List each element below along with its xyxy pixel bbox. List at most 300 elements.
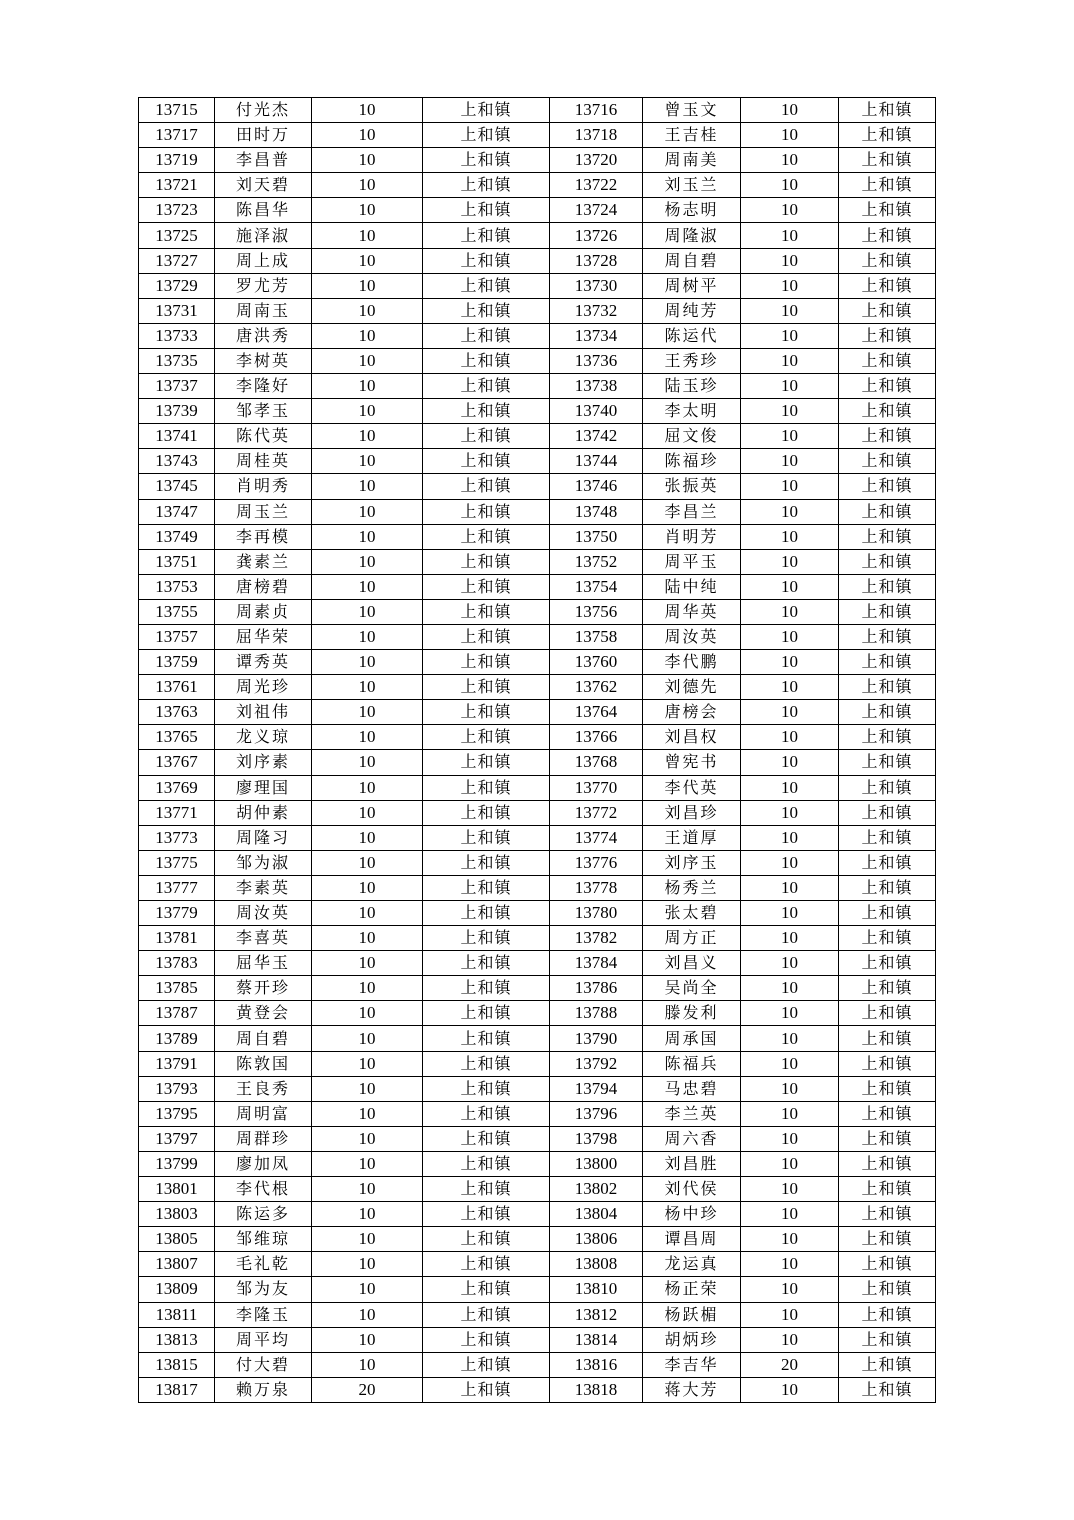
left-id-cell: 13755 <box>139 599 215 624</box>
left-amount-cell: 10 <box>312 901 423 926</box>
left-name-cell: 周汝英 <box>215 901 312 926</box>
right-amount-cell: 10 <box>741 1227 839 1252</box>
right-name-cell: 陈运代 <box>643 323 741 348</box>
right-amount-cell: 10 <box>741 1126 839 1151</box>
left-name-cell: 唐榜碧 <box>215 574 312 599</box>
left-amount-cell: 10 <box>312 1076 423 1101</box>
left-id-cell: 13715 <box>139 98 215 123</box>
right-town-cell: 上和镇 <box>839 1377 936 1402</box>
left-name-cell: 周平均 <box>215 1327 312 1352</box>
left-amount-cell: 10 <box>312 1202 423 1227</box>
left-id-cell: 13805 <box>139 1227 215 1252</box>
left-name-cell: 赖万泉 <box>215 1377 312 1402</box>
right-id-cell: 13780 <box>550 901 643 926</box>
left-town-cell: 上和镇 <box>423 1026 550 1051</box>
right-id-cell: 13750 <box>550 524 643 549</box>
right-amount-cell: 10 <box>741 1252 839 1277</box>
left-town-cell: 上和镇 <box>423 198 550 223</box>
right-id-cell: 13754 <box>550 574 643 599</box>
left-name-cell: 谭秀英 <box>215 650 312 675</box>
right-amount-cell: 10 <box>741 323 839 348</box>
right-town-cell: 上和镇 <box>839 1277 936 1302</box>
left-amount-cell: 10 <box>312 1126 423 1151</box>
right-name-cell: 周承国 <box>643 1026 741 1051</box>
roster-table <box>138 97 936 1403</box>
right-town-cell: 上和镇 <box>839 976 936 1001</box>
right-id-cell: 13804 <box>550 1202 643 1227</box>
right-id-cell: 13716 <box>550 98 643 123</box>
left-town-cell: 上和镇 <box>423 1101 550 1126</box>
left-town-cell: 上和镇 <box>423 1302 550 1327</box>
table-row <box>139 750 936 775</box>
left-town-cell: 上和镇 <box>423 750 550 775</box>
right-town-cell: 上和镇 <box>839 901 936 926</box>
left-name-cell: 毛礼乾 <box>215 1252 312 1277</box>
right-town-cell: 上和镇 <box>839 248 936 273</box>
left-id-cell: 13745 <box>139 474 215 499</box>
left-name-cell: 陈代英 <box>215 424 312 449</box>
left-id-cell: 13731 <box>139 298 215 323</box>
left-id-cell: 13791 <box>139 1051 215 1076</box>
right-amount-cell: 10 <box>741 775 839 800</box>
right-name-cell: 杨秀兰 <box>643 875 741 900</box>
table-row <box>139 499 936 524</box>
right-amount-cell: 20 <box>741 1352 839 1377</box>
table-row <box>139 1277 936 1302</box>
left-town-cell: 上和镇 <box>423 98 550 123</box>
left-town-cell: 上和镇 <box>423 1377 550 1402</box>
right-id-cell: 13776 <box>550 850 643 875</box>
left-town-cell: 上和镇 <box>423 700 550 725</box>
left-amount-cell: 10 <box>312 449 423 474</box>
right-name-cell: 杨志明 <box>643 198 741 223</box>
left-town-cell: 上和镇 <box>423 800 550 825</box>
left-amount-cell: 10 <box>312 1277 423 1302</box>
table-row <box>139 1227 936 1252</box>
left-name-cell: 龙义琼 <box>215 725 312 750</box>
table-row <box>139 1151 936 1176</box>
right-id-cell: 13778 <box>550 875 643 900</box>
right-town-cell: 上和镇 <box>839 1252 936 1277</box>
table-row <box>139 1202 936 1227</box>
right-town-cell: 上和镇 <box>839 499 936 524</box>
left-town-cell: 上和镇 <box>423 951 550 976</box>
right-amount-cell: 10 <box>741 675 839 700</box>
right-id-cell: 13784 <box>550 951 643 976</box>
left-id-cell: 13725 <box>139 223 215 248</box>
left-amount-cell: 10 <box>312 323 423 348</box>
right-name-cell: 屈文俊 <box>643 424 741 449</box>
table-row <box>139 549 936 574</box>
left-id-cell: 13757 <box>139 624 215 649</box>
left-town-cell: 上和镇 <box>423 1352 550 1377</box>
right-amount-cell: 10 <box>741 725 839 750</box>
left-name-cell: 李隆玉 <box>215 1302 312 1327</box>
left-name-cell: 屈华荣 <box>215 624 312 649</box>
left-id-cell: 13723 <box>139 198 215 223</box>
left-town-cell: 上和镇 <box>423 926 550 951</box>
right-id-cell: 13800 <box>550 1151 643 1176</box>
right-name-cell: 吴尚全 <box>643 976 741 1001</box>
right-amount-cell: 10 <box>741 524 839 549</box>
right-amount-cell: 10 <box>741 399 839 424</box>
left-id-cell: 13769 <box>139 775 215 800</box>
table-row <box>139 298 936 323</box>
table-row <box>139 624 936 649</box>
left-amount-cell: 10 <box>312 750 423 775</box>
left-id-cell: 13739 <box>139 399 215 424</box>
right-town-cell: 上和镇 <box>839 1202 936 1227</box>
right-name-cell: 曾宪书 <box>643 750 741 775</box>
right-amount-cell: 10 <box>741 700 839 725</box>
left-name-cell: 屈华玉 <box>215 951 312 976</box>
left-amount-cell: 10 <box>312 1302 423 1327</box>
right-name-cell: 刘昌胜 <box>643 1151 741 1176</box>
right-name-cell: 张太碧 <box>643 901 741 926</box>
left-town-cell: 上和镇 <box>423 901 550 926</box>
left-town-cell: 上和镇 <box>423 348 550 373</box>
right-id-cell: 13782 <box>550 926 643 951</box>
right-amount-cell: 10 <box>741 474 839 499</box>
right-name-cell: 周华英 <box>643 599 741 624</box>
right-town-cell: 上和镇 <box>839 424 936 449</box>
right-town-cell: 上和镇 <box>839 1001 936 1026</box>
left-town-cell: 上和镇 <box>423 599 550 624</box>
left-amount-cell: 10 <box>312 273 423 298</box>
left-amount-cell: 10 <box>312 926 423 951</box>
right-name-cell: 陈福兵 <box>643 1051 741 1076</box>
table-row <box>139 273 936 298</box>
right-amount-cell: 10 <box>741 449 839 474</box>
right-amount-cell: 10 <box>741 800 839 825</box>
left-town-cell: 上和镇 <box>423 123 550 148</box>
left-town-cell: 上和镇 <box>423 1327 550 1352</box>
right-amount-cell: 10 <box>741 574 839 599</box>
right-town-cell: 上和镇 <box>839 875 936 900</box>
table-row <box>139 1302 936 1327</box>
right-id-cell: 13808 <box>550 1252 643 1277</box>
right-id-cell: 13718 <box>550 123 643 148</box>
right-name-cell: 李代英 <box>643 775 741 800</box>
right-amount-cell: 10 <box>741 850 839 875</box>
left-name-cell: 周明富 <box>215 1101 312 1126</box>
left-name-cell: 周自碧 <box>215 1026 312 1051</box>
left-name-cell: 王良秀 <box>215 1076 312 1101</box>
table-row <box>139 348 936 373</box>
right-name-cell: 刘序玉 <box>643 850 741 875</box>
right-id-cell: 13748 <box>550 499 643 524</box>
right-id-cell: 13818 <box>550 1377 643 1402</box>
left-name-cell: 周玉兰 <box>215 499 312 524</box>
right-id-cell: 13728 <box>550 248 643 273</box>
right-amount-cell: 10 <box>741 1026 839 1051</box>
left-town-cell: 上和镇 <box>423 499 550 524</box>
right-amount-cell: 10 <box>741 348 839 373</box>
right-id-cell: 13752 <box>550 549 643 574</box>
right-id-cell: 13792 <box>550 1051 643 1076</box>
right-name-cell: 周纯芳 <box>643 298 741 323</box>
left-town-cell: 上和镇 <box>423 976 550 1001</box>
right-amount-cell: 10 <box>741 825 839 850</box>
left-town-cell: 上和镇 <box>423 223 550 248</box>
left-id-cell: 13753 <box>139 574 215 599</box>
left-amount-cell: 10 <box>312 1327 423 1352</box>
right-id-cell: 13812 <box>550 1302 643 1327</box>
left-name-cell: 邹孝玉 <box>215 399 312 424</box>
left-id-cell: 13767 <box>139 750 215 775</box>
right-amount-cell: 10 <box>741 750 839 775</box>
left-town-cell: 上和镇 <box>423 549 550 574</box>
left-amount-cell: 10 <box>312 1227 423 1252</box>
left-town-cell: 上和镇 <box>423 574 550 599</box>
table-row <box>139 850 936 875</box>
right-id-cell: 13720 <box>550 148 643 173</box>
right-name-cell: 李吉华 <box>643 1352 741 1377</box>
right-id-cell: 13722 <box>550 173 643 198</box>
left-id-cell: 13783 <box>139 951 215 976</box>
left-town-cell: 上和镇 <box>423 875 550 900</box>
table-row <box>139 1126 936 1151</box>
right-town-cell: 上和镇 <box>839 725 936 750</box>
left-amount-cell: 10 <box>312 524 423 549</box>
right-name-cell: 杨正荣 <box>643 1277 741 1302</box>
right-name-cell: 胡炳珍 <box>643 1327 741 1352</box>
left-name-cell: 付光杰 <box>215 98 312 123</box>
right-town-cell: 上和镇 <box>839 1151 936 1176</box>
left-name-cell: 付大碧 <box>215 1352 312 1377</box>
left-name-cell: 胡仲素 <box>215 800 312 825</box>
right-town-cell: 上和镇 <box>839 474 936 499</box>
left-town-cell: 上和镇 <box>423 624 550 649</box>
right-town-cell: 上和镇 <box>839 624 936 649</box>
right-id-cell: 13736 <box>550 348 643 373</box>
right-id-cell: 13758 <box>550 624 643 649</box>
right-name-cell: 龙运真 <box>643 1252 741 1277</box>
right-town-cell: 上和镇 <box>839 1126 936 1151</box>
left-name-cell: 蔡开珍 <box>215 976 312 1001</box>
right-town-cell: 上和镇 <box>839 1302 936 1327</box>
left-name-cell: 肖明秀 <box>215 474 312 499</box>
left-town-cell: 上和镇 <box>423 775 550 800</box>
table-row <box>139 123 936 148</box>
right-amount-cell: 10 <box>741 98 839 123</box>
table-row <box>139 148 936 173</box>
left-amount-cell: 10 <box>312 348 423 373</box>
right-id-cell: 13746 <box>550 474 643 499</box>
left-name-cell: 李素英 <box>215 875 312 900</box>
right-amount-cell: 10 <box>741 123 839 148</box>
left-amount-cell: 10 <box>312 1101 423 1126</box>
left-town-cell: 上和镇 <box>423 474 550 499</box>
right-name-cell: 周平玉 <box>643 549 741 574</box>
left-amount-cell: 10 <box>312 1151 423 1176</box>
left-amount-cell: 10 <box>312 248 423 273</box>
right-amount-cell: 10 <box>741 374 839 399</box>
left-town-cell: 上和镇 <box>423 1277 550 1302</box>
left-name-cell: 黄登会 <box>215 1001 312 1026</box>
right-name-cell: 李兰英 <box>643 1101 741 1126</box>
right-name-cell: 周树平 <box>643 273 741 298</box>
right-town-cell: 上和镇 <box>839 298 936 323</box>
left-amount-cell: 10 <box>312 1177 423 1202</box>
left-amount-cell: 10 <box>312 1026 423 1051</box>
left-amount-cell: 10 <box>312 574 423 599</box>
right-town-cell: 上和镇 <box>839 1352 936 1377</box>
left-amount-cell: 10 <box>312 650 423 675</box>
right-town-cell: 上和镇 <box>839 323 936 348</box>
right-name-cell: 刘德先 <box>643 675 741 700</box>
table-row <box>139 1101 936 1126</box>
left-id-cell: 13817 <box>139 1377 215 1402</box>
left-amount-cell: 10 <box>312 474 423 499</box>
right-id-cell: 13764 <box>550 700 643 725</box>
left-name-cell: 周素贞 <box>215 599 312 624</box>
right-town-cell: 上和镇 <box>839 1101 936 1126</box>
left-name-cell: 李昌普 <box>215 148 312 173</box>
left-id-cell: 13779 <box>139 901 215 926</box>
right-amount-cell: 10 <box>741 549 839 574</box>
left-id-cell: 13735 <box>139 348 215 373</box>
table-row <box>139 725 936 750</box>
right-name-cell: 周方正 <box>643 926 741 951</box>
right-amount-cell: 10 <box>741 148 839 173</box>
left-id-cell: 13809 <box>139 1277 215 1302</box>
left-id-cell: 13719 <box>139 148 215 173</box>
right-name-cell: 马忠碧 <box>643 1076 741 1101</box>
left-id-cell: 13741 <box>139 424 215 449</box>
table-row <box>139 775 936 800</box>
left-id-cell: 13759 <box>139 650 215 675</box>
left-name-cell: 陈运多 <box>215 1202 312 1227</box>
left-name-cell: 刘祖伟 <box>215 700 312 725</box>
right-name-cell: 唐榜会 <box>643 700 741 725</box>
right-name-cell: 曾玉文 <box>643 98 741 123</box>
left-amount-cell: 10 <box>312 549 423 574</box>
table-row <box>139 650 936 675</box>
left-id-cell: 13743 <box>139 449 215 474</box>
right-id-cell: 13726 <box>550 223 643 248</box>
table-row <box>139 1076 936 1101</box>
right-id-cell: 13770 <box>550 775 643 800</box>
left-amount-cell: 10 <box>312 374 423 399</box>
right-amount-cell: 10 <box>741 599 839 624</box>
right-amount-cell: 10 <box>741 1051 839 1076</box>
right-town-cell: 上和镇 <box>839 1177 936 1202</box>
left-name-cell: 邹为友 <box>215 1277 312 1302</box>
left-name-cell: 刘天碧 <box>215 173 312 198</box>
left-town-cell: 上和镇 <box>423 725 550 750</box>
right-amount-cell: 10 <box>741 1001 839 1026</box>
right-name-cell: 杨跃楣 <box>643 1302 741 1327</box>
left-id-cell: 13729 <box>139 273 215 298</box>
left-amount-cell: 10 <box>312 976 423 1001</box>
left-id-cell: 13795 <box>139 1101 215 1126</box>
left-id-cell: 13771 <box>139 800 215 825</box>
table-row <box>139 599 936 624</box>
left-town-cell: 上和镇 <box>423 1076 550 1101</box>
right-name-cell: 张振英 <box>643 474 741 499</box>
right-town-cell: 上和镇 <box>839 951 936 976</box>
left-id-cell: 13777 <box>139 875 215 900</box>
right-town-cell: 上和镇 <box>839 1026 936 1051</box>
left-name-cell: 李隆好 <box>215 374 312 399</box>
table-row <box>139 574 936 599</box>
right-name-cell: 周隆淑 <box>643 223 741 248</box>
left-amount-cell: 10 <box>312 775 423 800</box>
right-town-cell: 上和镇 <box>839 374 936 399</box>
right-name-cell: 刘昌义 <box>643 951 741 976</box>
left-id-cell: 13737 <box>139 374 215 399</box>
right-amount-cell: 10 <box>741 173 839 198</box>
table-row <box>139 1177 936 1202</box>
left-id-cell: 13751 <box>139 549 215 574</box>
right-name-cell: 李代鹏 <box>643 650 741 675</box>
left-amount-cell: 10 <box>312 599 423 624</box>
right-amount-cell: 10 <box>741 1177 839 1202</box>
left-town-cell: 上和镇 <box>423 298 550 323</box>
right-name-cell: 陆玉珍 <box>643 374 741 399</box>
left-name-cell: 陈敦国 <box>215 1051 312 1076</box>
left-id-cell: 13781 <box>139 926 215 951</box>
right-town-cell: 上和镇 <box>839 926 936 951</box>
right-amount-cell: 10 <box>741 1327 839 1352</box>
right-town-cell: 上和镇 <box>839 675 936 700</box>
right-town-cell: 上和镇 <box>839 348 936 373</box>
right-town-cell: 上和镇 <box>839 599 936 624</box>
table-row <box>139 424 936 449</box>
right-id-cell: 13810 <box>550 1277 643 1302</box>
right-town-cell: 上和镇 <box>839 449 936 474</box>
left-name-cell: 廖加凤 <box>215 1151 312 1176</box>
left-id-cell: 13793 <box>139 1076 215 1101</box>
left-town-cell: 上和镇 <box>423 1151 550 1176</box>
right-name-cell: 周汝英 <box>643 624 741 649</box>
table-row <box>139 1352 936 1377</box>
left-town-cell: 上和镇 <box>423 273 550 298</box>
right-amount-cell: 10 <box>741 499 839 524</box>
left-amount-cell: 10 <box>312 148 423 173</box>
left-amount-cell: 10 <box>312 1001 423 1026</box>
left-name-cell: 廖理国 <box>215 775 312 800</box>
right-name-cell: 蒋大芳 <box>643 1377 741 1402</box>
left-amount-cell: 10 <box>312 399 423 424</box>
right-town-cell: 上和镇 <box>839 1327 936 1352</box>
right-name-cell: 王道厚 <box>643 825 741 850</box>
table-row <box>139 198 936 223</box>
left-amount-cell: 10 <box>312 875 423 900</box>
right-town-cell: 上和镇 <box>839 399 936 424</box>
left-name-cell: 周桂英 <box>215 449 312 474</box>
table-row <box>139 951 936 976</box>
left-id-cell: 13789 <box>139 1026 215 1051</box>
table-row <box>139 1327 936 1352</box>
right-town-cell: 上和镇 <box>839 775 936 800</box>
left-name-cell: 李喜英 <box>215 926 312 951</box>
left-town-cell: 上和镇 <box>423 173 550 198</box>
right-amount-cell: 10 <box>741 1377 839 1402</box>
left-amount-cell: 10 <box>312 1252 423 1277</box>
left-town-cell: 上和镇 <box>423 449 550 474</box>
table-row <box>139 524 936 549</box>
left-name-cell: 周光珍 <box>215 675 312 700</box>
right-id-cell: 13724 <box>550 198 643 223</box>
right-id-cell: 13732 <box>550 298 643 323</box>
left-name-cell: 李代根 <box>215 1177 312 1202</box>
right-amount-cell: 10 <box>741 875 839 900</box>
right-town-cell: 上和镇 <box>839 1076 936 1101</box>
right-name-cell: 陆中纯 <box>643 574 741 599</box>
table-row <box>139 399 936 424</box>
